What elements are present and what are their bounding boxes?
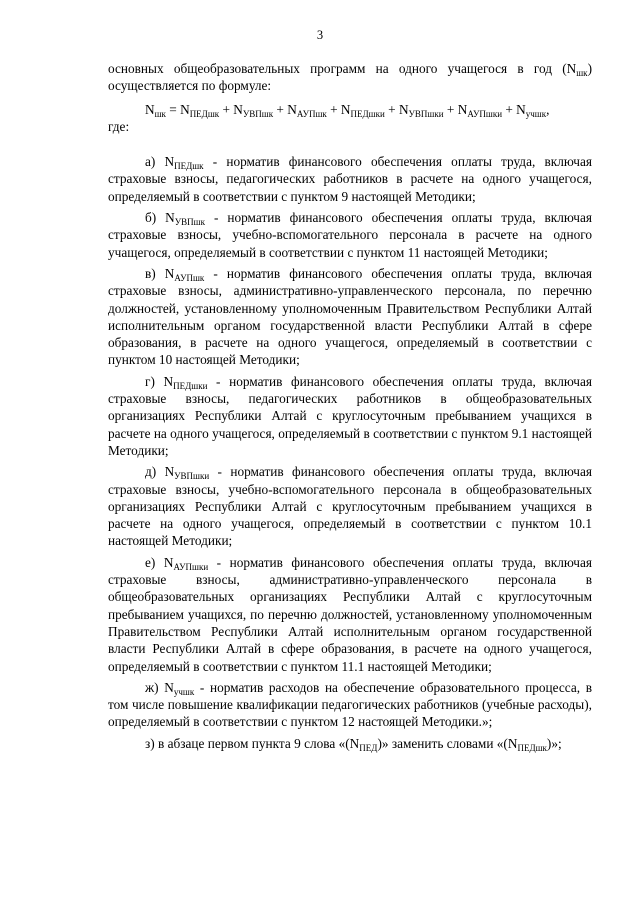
intro-sub: шк	[576, 68, 588, 78]
definition-item	[108, 679, 592, 731]
item-prefix: ж) N	[145, 679, 174, 695]
formula-eq: =	[165, 101, 181, 117]
final-text-2: )» заменить словами «(N	[377, 735, 518, 751]
definition-item	[108, 209, 592, 261]
formula-term-sub: УВПшк	[242, 108, 274, 119]
formula-term-symbol: N	[287, 101, 297, 117]
item-sub: АУПшк	[174, 272, 205, 283]
formula-terms	[180, 102, 549, 117]
formula-plus: +	[326, 101, 341, 117]
item-prefix: в) N	[145, 265, 175, 281]
formula-term-symbol: N	[233, 101, 243, 117]
spacer	[108, 135, 592, 153]
where-label: где:	[108, 118, 130, 134]
final-sub-1: ПЕД	[359, 742, 378, 753]
item-prefix: г) N	[145, 373, 174, 389]
definition-item	[108, 554, 592, 675]
formula-term-sub: УВПшки	[408, 108, 444, 119]
formula-term-sub: АУПшк	[296, 108, 327, 119]
formula-term-symbol: N	[457, 101, 468, 117]
formula-term-sub: АУПшки	[467, 108, 503, 119]
formula-plus: +	[443, 101, 458, 117]
intro-text: основных общеобразовательных программ на одного учащегося в год (N	[108, 61, 577, 76]
item-text: - норматив финансового обеспечения оплаты труда, включая страховые взносы, учебно-вспомогательного персонала в расчете на одного учащегося, определяемый в соответствии с пунктом 11 настоящей Методики;	[108, 210, 592, 260]
item-sub: ПЕДшк	[174, 161, 204, 172]
item-prefix: б) N	[145, 210, 175, 226]
item-sub: УВПшк	[174, 217, 205, 228]
definition-list	[108, 153, 592, 731]
formula-end: ,	[546, 101, 550, 117]
definition-item	[108, 265, 592, 369]
item-prefix: е) N	[145, 554, 174, 570]
item-prefix: а) N	[145, 154, 175, 170]
final-sub-2: ПЕДшк	[517, 742, 547, 753]
item-sub: учшк	[173, 686, 195, 697]
item-text: - норматив расходов на обеспечение образовательного процесса, в том числе повышение квалификации педагогических работников (учебные расходы), определяемый в соответствии с пунктом 12 настоящей Методики.»;	[108, 679, 592, 730]
formula-term-sub: ПЕДшки	[350, 108, 385, 119]
formula-term-symbol: N	[180, 101, 190, 117]
formula-term-symbol: N	[516, 101, 526, 117]
item-sub: ПЕДшки	[173, 380, 208, 391]
item-sub: АУПшки	[173, 561, 209, 572]
item-text: - норматив финансового обеспечения оплаты труда, включая страховые взносы, административно-управленческого персонала в общеобразовательных организациях Республики Алтай с круглосуточным пребыванием учащихся, по перечню должностей, установленному уполномоченным Правительством Республики Алтай исполнительным органом государственной власти Республики Алтай в сфере образования, в расчете на одного учащегося, определяемый в соответствии с пунктом 11.1 настоящей Методики;	[108, 554, 592, 674]
formula-plus: +	[502, 101, 517, 117]
formula-term-symbol: N	[398, 101, 409, 117]
formula	[108, 101, 592, 118]
page-number: 3	[316, 28, 324, 42]
item-text: - норматив финансового обеспечения оплаты труда, включая страховые взносы, педагогических работников в расчете на одного учащегося, определяемый в соответствии с пунктом 9 настоящей Методики;	[108, 154, 592, 204]
formula-lhs-sub: шк	[154, 108, 166, 119]
item-sub: УВПшки	[174, 471, 210, 482]
final-text-3: )»;	[546, 735, 562, 751]
formula-plus: +	[273, 101, 288, 117]
item-text: - норматив финансового обеспечения оплаты труда, включая страховые взносы, административно-управленческого персонала, по перечню должностей, установленному уполномоченным Правительством Республики Алтай исполнительным органом государственной власти Республики Алтай в сфере образования, в расчете на одного учащегося, определяемый в соответствии с пунктом 10 настоящей Методики;	[108, 265, 592, 368]
formula-term-symbol: N	[340, 101, 351, 117]
item-text: - норматив финансового обеспечения оплаты труда, включая страховые взносы, педагогических работников в общеобразовательных организациях Республики Алтай с круглосуточным пребыванием учащихся в расчете на одного учащегося, определяемый в соответствии с пунктом 9.1 настоящей Методики;	[108, 373, 592, 458]
definition-item	[108, 373, 592, 459]
formula-plus: +	[384, 101, 399, 117]
definition-item	[108, 153, 592, 205]
final-paragraph	[108, 735, 592, 752]
item-prefix: д) N	[145, 464, 175, 480]
formula-term-sub: ПЕДшк	[189, 108, 220, 119]
item-text: - норматив финансового обеспечения оплаты труда, включая страховые взносы, учебно-вспомогательного персонала в общеобразовательных организациях Республики Алтай с круглосуточным пребыванием учащихся в расчете на одного учащегося, определяемый в соответствии с пунктом 10.1 настоящей Методики;	[108, 464, 592, 549]
final-text-1: з) в абзаце первом пункта 9 слова «(N	[145, 735, 360, 751]
intro-paragraph	[108, 60, 592, 95]
document-body	[108, 60, 592, 756]
intro-tail: ) осуществляется по формуле:	[108, 61, 592, 94]
formula-plus: +	[219, 101, 234, 117]
formula-term-sub: учшк	[525, 108, 547, 119]
formula-lhs: N	[145, 101, 155, 117]
definition-item	[108, 463, 592, 549]
